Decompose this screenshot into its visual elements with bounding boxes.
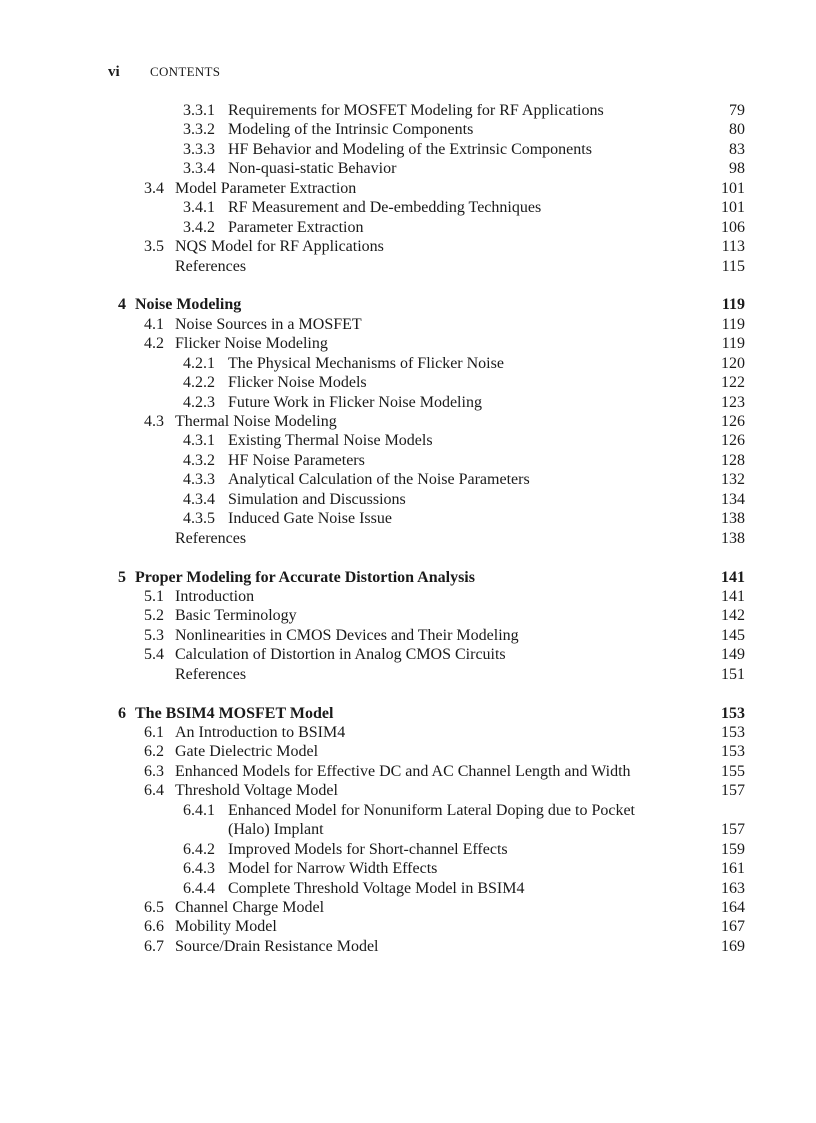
toc-continuation-line[interactable] <box>0 820 816 839</box>
toc-references-entry[interactable] <box>0 257 816 276</box>
toc-page-number: 80 <box>729 121 745 139</box>
toc-entry-number: 4.2.2 <box>183 374 215 392</box>
toc-section-entry[interactable] <box>0 762 816 781</box>
toc-entry-title: Nonlinearities in CMOS Devices and Their Modeling <box>175 626 519 644</box>
toc-page-number: 157 <box>721 782 745 800</box>
toc-page-number: 151 <box>721 665 745 683</box>
toc-page-number: 119 <box>721 296 745 314</box>
toc-entry-number: 6 <box>118 704 126 722</box>
toc-entry-title: Model for Narrow Width Effects <box>228 860 438 878</box>
toc-entry-title: Analytical Calculation of the Noise Parameters <box>228 471 530 489</box>
toc-page-number: 138 <box>721 510 745 528</box>
toc-page-number: 128 <box>721 451 745 469</box>
toc-entry-title: Enhanced Models for Effective DC and AC Channel Length and Width <box>175 762 631 780</box>
toc-section-entry[interactable] <box>0 917 816 936</box>
toc-subsection-entry[interactable] <box>0 431 816 450</box>
toc-page-number: 142 <box>721 607 745 625</box>
toc-entry-title: Parameter Extraction <box>228 218 364 236</box>
toc-entry-title: The Physical Mechanisms of Flicker Noise <box>228 354 504 372</box>
toc-subsection-entry[interactable] <box>0 840 816 859</box>
toc-page-number: 169 <box>721 937 745 955</box>
toc-entry-number: 4.3.2 <box>183 451 215 469</box>
toc-entry-title: Enhanced Model for Nonuniform Lateral Doping due to Pocket <box>228 801 635 819</box>
toc-entry-title: Basic Terminology <box>175 607 297 625</box>
toc-entry-number: 5 <box>118 568 126 586</box>
toc-entry-title: Proper Modeling for Accurate Distortion Analysis <box>135 568 475 586</box>
toc-entry-number: 6.4 <box>144 782 164 800</box>
toc-subsection-entry[interactable] <box>0 470 816 489</box>
toc-section-entry[interactable] <box>0 179 816 198</box>
toc-entry-number: 6.6 <box>144 918 164 936</box>
toc-entry-title: An Introduction to BSIM4 <box>175 724 346 741</box>
toc-entry-title: HF Behavior and Modeling of the Extrinsic Components <box>228 140 592 158</box>
toc-section-entry[interactable] <box>0 645 816 664</box>
toc-page-number: 126 <box>721 432 745 450</box>
toc-page-number: 119 <box>721 335 745 353</box>
toc-entry-number: 6.4.3 <box>183 860 215 878</box>
toc-entry-number: 6.2 <box>144 743 164 761</box>
toc-page-number: 153 <box>721 704 745 722</box>
toc-page-number: 153 <box>721 724 745 741</box>
toc-page-number: 167 <box>721 918 745 936</box>
toc-section-entry[interactable] <box>0 606 816 625</box>
toc-section-entry[interactable] <box>0 781 816 800</box>
toc-references-entry[interactable] <box>0 665 816 684</box>
toc-section-entry[interactable] <box>0 742 816 761</box>
toc-subsection-entry[interactable] <box>0 159 816 178</box>
toc-entry-title: Existing Thermal Noise Models <box>228 432 433 450</box>
toc-entry-number: 3.3.4 <box>183 160 215 178</box>
toc-section-entry[interactable] <box>0 587 816 606</box>
toc-entry-number: 4.3.4 <box>183 490 215 508</box>
toc-entry-number: 4.3.3 <box>183 471 215 489</box>
toc-section-entry[interactable] <box>0 626 816 645</box>
toc-entry-title: Threshold Voltage Model <box>175 782 338 800</box>
toc-spacer <box>0 548 816 567</box>
toc-page-number: 115 <box>721 257 745 275</box>
toc-entry-title: Mobility Model <box>175 918 277 936</box>
toc-page-number: 161 <box>721 860 745 878</box>
toc-entry-number: 4.2.1 <box>183 354 215 372</box>
toc-entry-number: 3.3.3 <box>183 140 215 158</box>
toc-page-number: 126 <box>721 413 745 430</box>
toc-subsection-entry[interactable] <box>0 373 816 392</box>
table-of-contents <box>0 101 816 956</box>
toc-entry-title: HF Noise Parameters <box>228 451 365 469</box>
toc-subsection-entry[interactable] <box>0 509 816 528</box>
toc-entry-number: 4.3.1 <box>183 432 215 450</box>
toc-subsection-entry[interactable] <box>0 859 816 878</box>
toc-chapter-entry[interactable] <box>0 704 816 723</box>
toc-page-number: 122 <box>721 374 745 392</box>
toc-entry-title: Complete Threshold Voltage Model in BSIM4 <box>228 879 525 897</box>
toc-entry-title: NQS Model for RF Applications <box>175 238 384 256</box>
toc-subsection-entry[interactable] <box>0 490 816 509</box>
toc-entry-number: 4.3.5 <box>183 510 215 528</box>
toc-page-number: 164 <box>721 898 745 916</box>
toc-entry-title: Future Work in Flicker Noise Modeling <box>228 393 482 411</box>
toc-entry-title: RF Measurement and De-embedding Techniques <box>228 199 542 217</box>
toc-section-entry[interactable] <box>0 937 816 956</box>
toc-page-number: 119 <box>721 315 745 333</box>
toc-section-entry[interactable] <box>0 334 816 353</box>
toc-page-number: 101 <box>721 179 745 197</box>
toc-entry-title: Induced Gate Noise Issue <box>228 510 392 528</box>
toc-entry-title: The BSIM4 MOSFET Model <box>135 704 334 722</box>
toc-page-number: 79 <box>729 102 745 119</box>
toc-subsection-entry[interactable] <box>0 101 816 120</box>
toc-entry-number: 5.1 <box>144 587 164 605</box>
toc-subsection-entry[interactable] <box>0 451 816 470</box>
toc-subsection-entry[interactable] <box>0 879 816 898</box>
toc-subsection-entry[interactable] <box>0 140 816 159</box>
toc-entry-title: Flicker Noise Models <box>228 374 367 392</box>
toc-entry-title: Noise Modeling <box>135 296 242 314</box>
toc-page-number: 153 <box>721 743 745 761</box>
toc-entry-title: Source/Drain Resistance Model <box>175 937 379 955</box>
toc-entry-number: 4.2.3 <box>183 393 215 411</box>
toc-entry-number: 6.5 <box>144 898 164 916</box>
toc-entry-title: Introduction <box>175 587 255 605</box>
toc-subsection-entry[interactable] <box>0 801 816 820</box>
toc-entry-number: 4.2 <box>144 335 164 353</box>
toc-entry-title: References <box>175 257 247 275</box>
toc-entry-title: Noise Sources in a MOSFET <box>175 315 362 333</box>
toc-chapter-entry[interactable] <box>0 568 816 587</box>
toc-entry-title: Requirements for MOSFET Modeling for RF Applications <box>228 102 604 119</box>
toc-entry-number: 6.4.2 <box>183 840 215 858</box>
running-title: CONTENTS <box>150 64 221 79</box>
toc-entry-number: 6.7 <box>144 937 164 955</box>
toc-page-number: 98 <box>729 160 745 178</box>
toc-entry-number: 6.1 <box>144 724 164 741</box>
toc-subsection-entry[interactable] <box>0 198 816 217</box>
toc-entry-title: Simulation and Discussions <box>228 490 406 508</box>
toc-page-number: 132 <box>721 471 745 489</box>
toc-section-entry[interactable] <box>0 723 816 742</box>
toc-entry-number: 3.5 <box>144 238 164 256</box>
toc-page-number: 163 <box>721 879 745 897</box>
toc-entry-title: Thermal Noise Modeling <box>175 413 337 430</box>
toc-entry-number: 3.4.2 <box>183 218 215 236</box>
toc-entry-title: References <box>175 665 247 683</box>
toc-page-number: 101 <box>721 199 745 217</box>
toc-entry-number: 6.4.1 <box>183 801 215 819</box>
toc-entry-number: 3.4.1 <box>183 199 215 217</box>
toc-page-number: 155 <box>721 762 745 780</box>
toc-chapter-entry[interactable] <box>0 295 816 314</box>
toc-page-number: 157 <box>721 821 745 839</box>
toc-entry-number: 6.4.4 <box>183 879 215 897</box>
toc-entry-title: References <box>175 529 247 547</box>
toc-entry-title: Channel Charge Model <box>175 898 325 916</box>
toc-entry-number: 6.3 <box>144 762 164 780</box>
toc-page-number: 138 <box>721 529 745 547</box>
toc-references-entry[interactable] <box>0 529 816 548</box>
toc-entry-number: 4.3 <box>144 413 164 430</box>
toc-section-entry[interactable] <box>0 315 816 334</box>
toc-page-number: 120 <box>721 354 745 372</box>
toc-entry-number: 4.1 <box>144 315 164 333</box>
toc-spacer <box>0 684 816 703</box>
toc-entry-title: Modeling of the Intrinsic Components <box>228 121 474 139</box>
toc-entry-title: Non-quasi-static Behavior <box>228 160 397 178</box>
toc-entry-title: Gate Dielectric Model <box>175 743 319 761</box>
toc-entry-title: Improved Models for Short-channel Effects <box>228 840 508 858</box>
toc-page-number: 134 <box>721 490 745 508</box>
toc-entry-number: 5.4 <box>144 646 164 664</box>
toc-section-entry[interactable] <box>0 898 816 917</box>
toc-entry-title: Calculation of Distortion in Analog CMOS Circuits <box>175 646 506 664</box>
toc-page-number: 141 <box>721 568 745 586</box>
page-folio: vi <box>108 64 120 80</box>
toc-entry-number: 3.3.2 <box>183 121 215 139</box>
toc-subsection-entry[interactable] <box>0 218 816 237</box>
toc-subsection-entry[interactable] <box>0 120 816 139</box>
toc-entry-number: 5.3 <box>144 626 164 644</box>
toc-entry-title: Model Parameter Extraction <box>175 179 357 197</box>
toc-page-number: 145 <box>721 626 745 644</box>
toc-page-number: 106 <box>721 218 745 236</box>
toc-entry-number: 3.4 <box>144 179 164 197</box>
running-head <box>108 62 220 82</box>
toc-entry-number: 4 <box>118 296 126 314</box>
toc-page-number: 141 <box>721 587 745 605</box>
toc-entry-title: Flicker Noise Modeling <box>175 335 328 353</box>
toc-subsection-entry[interactable] <box>0 393 816 412</box>
toc-page-number: 149 <box>721 646 745 664</box>
toc-page-number: 83 <box>729 140 745 158</box>
toc-section-entry[interactable] <box>0 237 816 256</box>
toc-subsection-entry[interactable] <box>0 354 816 373</box>
toc-spacer <box>0 276 816 295</box>
toc-page-number: 113 <box>721 238 745 256</box>
toc-page-number: 123 <box>721 393 745 411</box>
toc-entry-title: (Halo) Implant <box>228 821 324 839</box>
toc-entry-number: 3.3.1 <box>183 102 215 119</box>
toc-section-entry[interactable] <box>0 412 816 431</box>
toc-entry-number: 5.2 <box>144 607 164 625</box>
toc-page-number: 159 <box>721 840 745 858</box>
